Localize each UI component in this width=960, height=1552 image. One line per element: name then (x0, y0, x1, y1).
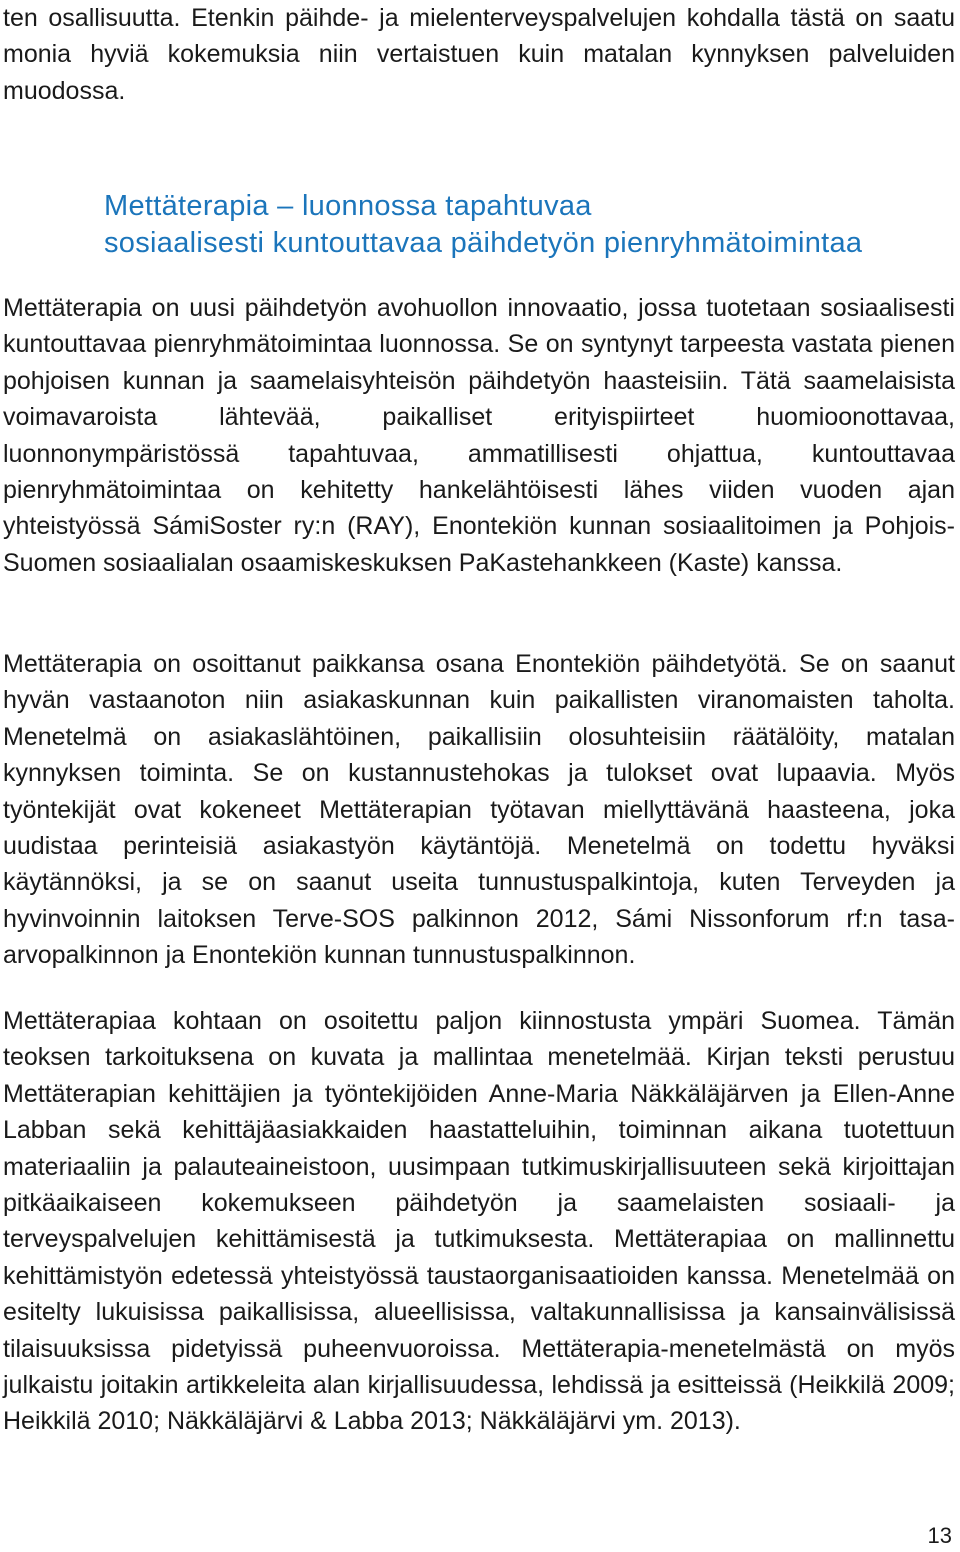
body-paragraph-3: Mettäterapiaa kohtaan on osoitettu paljon kiinnostusta ympäri Suomea. Tämän teoksen tarkoituksena on kuvata ja mallintaa menetelmää. Kirjan teksti perustuu Mettäterapian kehittäjien ja työntekijöiden Anne-Maria Näkkäläjärven ja Ellen-Anne Labban sekä kehittäjäasiakkaiden haastatteluihin, toiminnan aikana tuotettuun materiaaliin ja palauteaineistoon, uusimpaan tutkimuskirjallisuuteen sekä kirjoittajan pitkäaikaiseen kokemukseen päihdetyön ja saamelaisten sosiaali- ja terveyspalvelujen kehittämisestä ja tutkimuksesta. Mettäterapiaa on mallinnettu kehittämistyön edetessä yhteistyössä taustaorganisaatioiden kanssa. Menetelmää on esitelty lukuisissa paikallisissa, alueellisissa, valtakunnallisissa ja kansainvälisissä tilaisuuksissa pidetyissä puheenvuoroissa. Mettäterapia-menetelmästä on myös julkaistu joitakin artikkeleita alan kirjallisuudessa, lehdissä ja esitteissä (Heikkilä 2009; Heikkilä 2010; Näkkäläjärvi & Labba 2013; Näkkäläjärvi ym. 2013). (3, 1007, 955, 1436)
section-heading-line-2: sosiaalisesti kuntouttavaa päihdetyön pienryhmätoimintaa (104, 227, 863, 259)
body-paragraph-2: Mettäterapia on osoittanut paikkansa osana Enontekiön päihdetyötä. Se on saanut hyvän vastaanoton niin asiakaskunnan kuin paikallisten viranomaisten taholta. Menetelmä on asiakaslähtöinen, paikallisiin olosuhteisiin räätälöity, matalan kynnyksen toiminta. Se on kustannustehokas ja tulokset ovat lupaavia. Myös työntekijät ovat kokeneet Mettäterapian työtavan miellyttävänä haasteena, joka uudistaa perinteisiä asiakastyön käytäntöjä. Menetelmä on todettu hyväksi käytännöksi, ja se on saanut useita tunnustuspalkintoja, kuten Terveyden ja hyvinvoinnin laitoksen Terve-SOS palkinnon 2012, Sámi Nissonforum rf:n tasa-arvopalkinnon ja Enontekiön kunnan tunnustuspalkinnon. (3, 650, 955, 970)
section-heading (104, 188, 924, 262)
intro-paragraph: ten osallisuutta. Etenkin päihde- ja mielenterveyspalvelujen kohdalla tästä on saatu monia hyviä kokemuksia niin vertaistuen kuin matalan kynnyksen palveluiden muodossa. (3, 4, 955, 105)
page-number: 13 (927, 1523, 952, 1548)
body-paragraph-1: Mettäterapia on uusi päihdetyön avohuollon innovaatio, jossa tuotetaan sosiaalisesti kuntouttavaa pienryhmätoimintaa luonnossa. Se on syntynyt tarpeesta vastata pienen pohjoisen kunnan ja saamelaisyhteisön päihdetyön haasteisiin. Tätä saamelaisista voimavaroista lähtevää, paikalliset erityispiirteet huomioonottavaa, luonnonympäristössä tapahtuvaa, ammatillisesti ohjattua, kuntouttavaa pienryhmätoimintaa on kehitetty hankelähtöisesti lähes viiden vuoden ajan yhteistyössä SámiSoster ry:n (RAY), Enontekiön kunnan sosiaalitoimen ja Pohjois-Suomen sosiaalialan osaamiskeskuksen PaKastehankkeen (Kaste) kanssa. (3, 294, 955, 577)
section-heading-line-1: Mettäterapia – luonnossa tapahtuvaa (104, 190, 592, 222)
